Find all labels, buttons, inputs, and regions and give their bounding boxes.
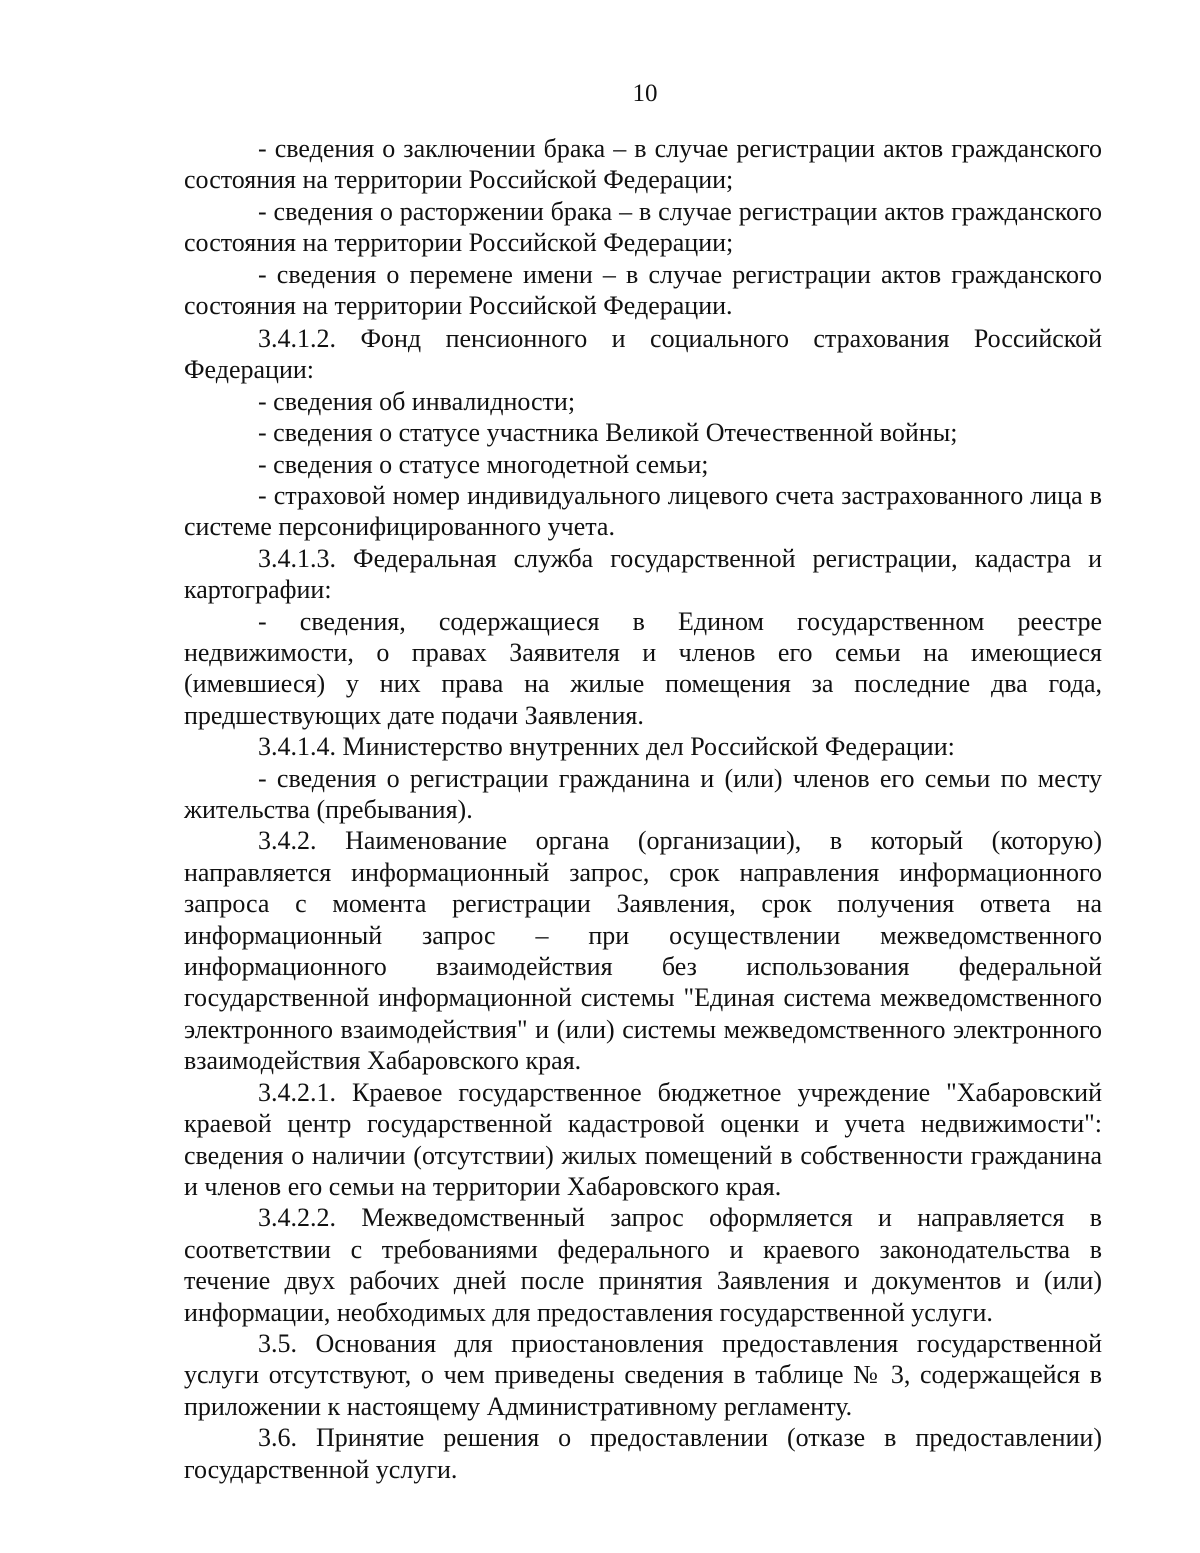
- document-body: [184, 133, 1102, 1485]
- page-number: 10: [632, 80, 658, 107]
- paragraph-3-4-2-1: 3.4.2.1. Краевое государственное бюджетное учреждение "Хабаровский краевой центр государственной кадастровой оценки и учета недвижимости": сведения о наличии (отсутствии) жилых помещений в собственности гражданина и членов его семьи на территории Хабаровского края.: [184, 1077, 1102, 1201]
- paragraph-3-5: 3.5. Основания для приостановления предоставления государственной услуги отсутствуют, о чем приведены сведения в таблице № 3, содержащейся в приложении к настоящему Административному регламенту.: [184, 1328, 1102, 1421]
- paragraph-disability-info: - сведения об инвалидности;: [258, 386, 576, 416]
- paragraph-3-4-2: 3.4.2. Наименование органа (организации), в который (которую) направляется информационный запрос, срок направления информационного запроса с момента регистрации Заявления, срок получения ответа на информационный запрос – при осуществлении межведомственного информационного взаимодействия без использования федеральной государственной информационной системы "Единая система межведомственного электронного взаимодействия" и (или) системы межведомственного электронного взаимодействия Хабаровского края.: [184, 826, 1102, 1076]
- paragraph-3-4-1-3: 3.4.1.3. Федеральная служба государственной регистрации, кадастра и картографии:: [184, 543, 1102, 605]
- paragraph-3-6: 3.6. Принятие решения о предоставлении (отказе в предоставлении) государственной услуги.: [184, 1423, 1102, 1484]
- paragraph-residence-registration: - сведения о регистрации гражданина и (или) членов его семьи по месту жительства (пребывания).: [184, 763, 1102, 825]
- paragraph-3-4-2-2: 3.4.2.2. Межведомственный запрос оформляется и направляется в соответствии с требованиями федерального и краевого законодательства в течение двух рабочих дней после принятия Заявления и документов и (или) информации, необходимых для предоставления государственной услуги.: [184, 1203, 1102, 1327]
- paragraph-marriage-info: - сведения о заключении брака – в случае регистрации актов гражданского состояния на территории Российской Федерации;: [184, 134, 1102, 195]
- paragraph-3-4-1-2: 3.4.1.2. Фонд пенсионного и социального страхования Российской Федерации:: [184, 323, 1102, 385]
- paragraph-3-4-1-4: 3.4.1.4. Министерство внутренних дел Российской Федерации:: [258, 732, 955, 762]
- paragraph-divorce-info: - сведения о расторжении брака – в случае регистрации актов гражданского состояния на территории Российской Федерации;: [184, 196, 1102, 258]
- paragraph-veteran-status: - сведения о статусе участника Великой Отечественной войны;: [258, 418, 958, 448]
- paragraph-name-change-info: - сведения о перемене имени – в случае регистрации актов гражданского состояния на территории Российской Федерации.: [184, 259, 1102, 321]
- paragraph-real-estate-registry: - сведения, содержащиеся в Едином государственном реестре недвижимости, о правах Заявителя и членов его семьи на имеющиеся (имевшиеся) у них права на жилые помещения за последние два года, предшествующих дате подачи Заявления.: [184, 606, 1102, 730]
- paragraph-large-family-status: - сведения о статусе многодетной семьи;: [258, 449, 709, 479]
- paragraph-insurance-number: - страховой номер индивидуального лицевого счета застрахованного лица в системе персонифицированного учета.: [184, 480, 1102, 542]
